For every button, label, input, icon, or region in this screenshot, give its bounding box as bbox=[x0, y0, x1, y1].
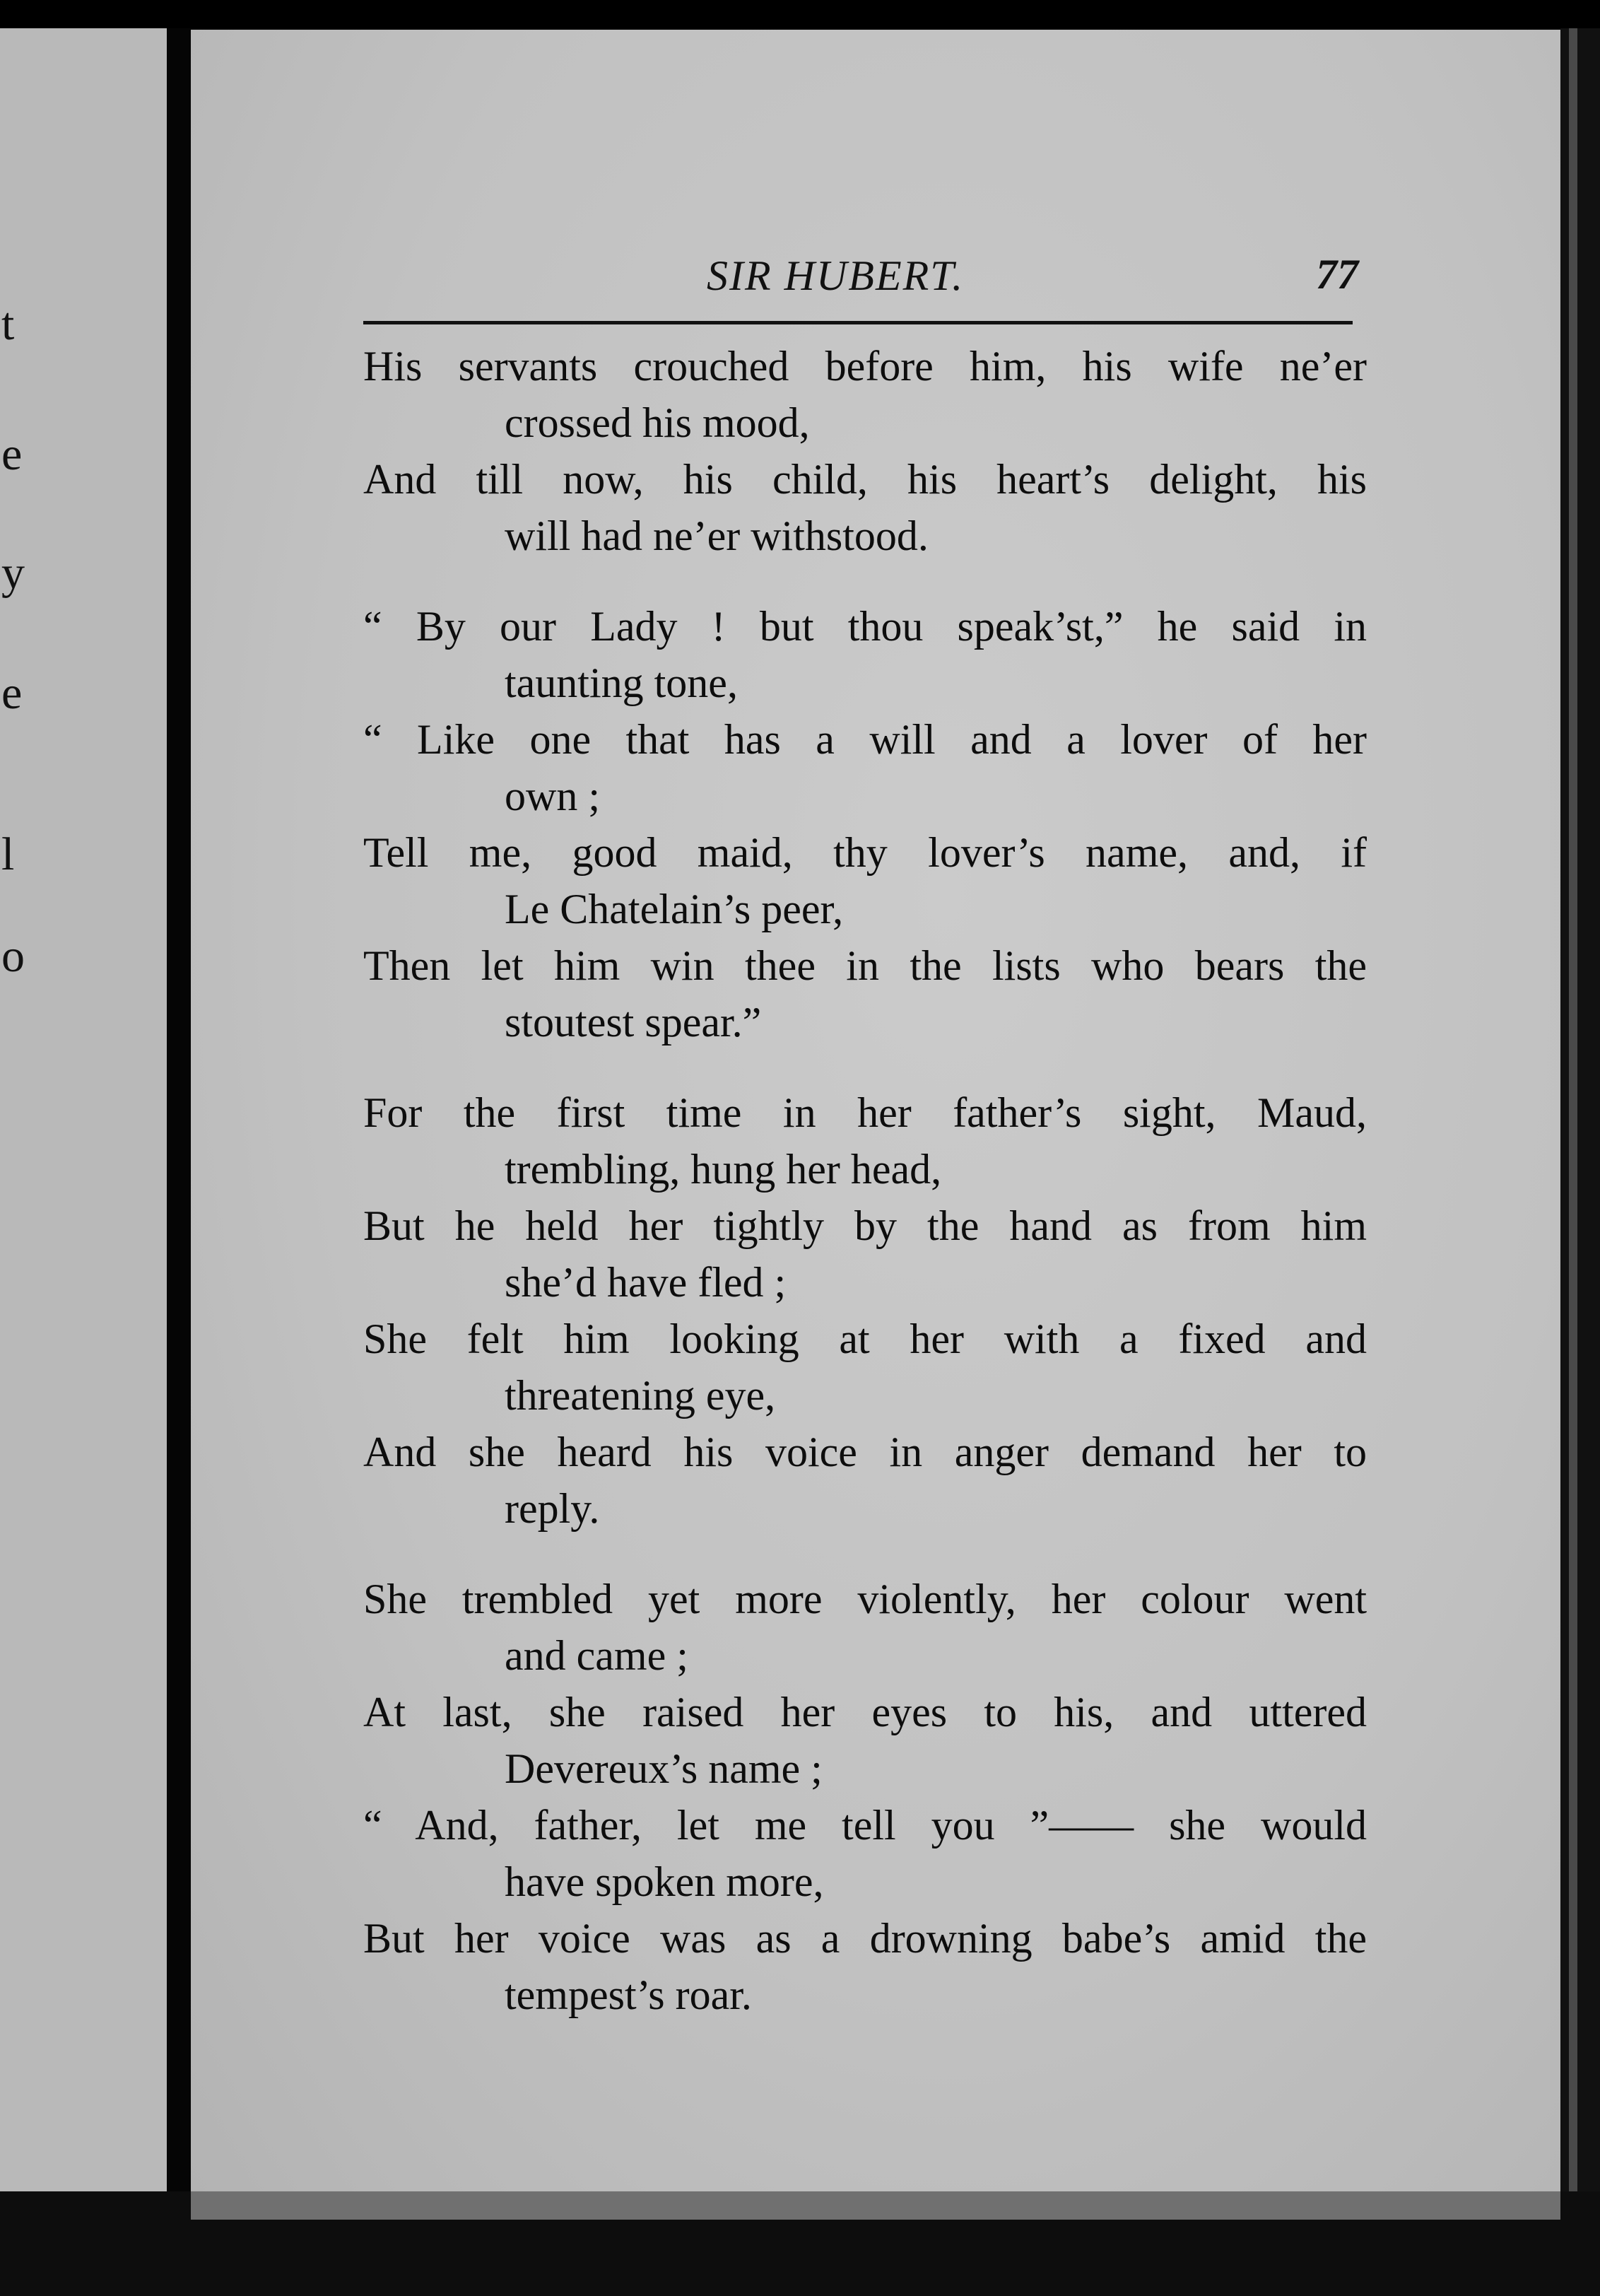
facing-page bbox=[0, 28, 185, 2198]
verse-line: “ Like one that has a will and a lover of her bbox=[363, 716, 1367, 763]
verse-line: She felt him looking at her with a fixed and bbox=[363, 1316, 1367, 1362]
verse-line: And till now, his child, his heart’s delight, his bbox=[363, 456, 1367, 503]
verse-line: For the first time in her father’s sight, Maud, bbox=[363, 1089, 1367, 1136]
stanza bbox=[363, 598, 1367, 1050]
facing-page-fragment: y bbox=[1, 547, 25, 599]
page-edge bbox=[1560, 28, 1600, 2296]
facing-page-fragment: e bbox=[1, 667, 23, 719]
verse-continuation: stoutest spear.” bbox=[505, 999, 762, 1046]
facing-page-fragment: l bbox=[1, 828, 15, 880]
verse-continuation: crossed his mood, bbox=[505, 399, 810, 446]
verse-continuation: threatening eye, bbox=[505, 1372, 776, 1419]
poem-text bbox=[363, 338, 1367, 2057]
book-gutter bbox=[167, 28, 191, 2241]
stanza bbox=[363, 1571, 1367, 2023]
verse-continuation: reply. bbox=[505, 1485, 600, 1532]
verse-line: And she heard his voice in anger demand her to bbox=[363, 1429, 1367, 1475]
verse-continuation: taunting tone, bbox=[505, 660, 738, 706]
verse-continuation: and came ; bbox=[505, 1632, 688, 1679]
facing-page-fragment: t bbox=[1, 298, 15, 350]
verse-continuation: she’d have fled ; bbox=[505, 1259, 787, 1306]
verse-continuation: Devereux’s name ; bbox=[505, 1745, 823, 1792]
verse-continuation: Le Chatelain’s peer, bbox=[505, 886, 844, 932]
verse-continuation: trembling, hung her head, bbox=[505, 1146, 942, 1193]
verse-line: She trembled yet more violently, her colour went bbox=[363, 1576, 1367, 1622]
stanza bbox=[363, 1084, 1367, 1537]
verse-continuation: will had ne’er withstood. bbox=[505, 512, 929, 559]
verse-continuation: own ; bbox=[505, 773, 600, 819]
verse-line: But he held her tightly by the hand as from him bbox=[363, 1202, 1367, 1249]
verse-line: Then let him win thee in the lists who bears the bbox=[363, 942, 1367, 989]
bottom-margin bbox=[0, 2191, 1600, 2296]
stanza bbox=[363, 338, 1367, 564]
verse-line: At last, she raised her eyes to his, and uttered bbox=[363, 1689, 1367, 1735]
verse-line: Tell me, good maid, thy lover’s name, and, if bbox=[363, 829, 1367, 876]
running-title: SIR HUBERT. bbox=[707, 252, 965, 299]
verse-continuation: have spoken more, bbox=[505, 1858, 824, 1905]
page-number: 77 bbox=[1316, 251, 1358, 298]
verse-line: But her voice was as a drowning babe’s amid the bbox=[363, 1915, 1367, 1962]
header-rule bbox=[363, 321, 1353, 324]
verse-line: “ By our Lady ! but thou speak’st,” he said in bbox=[363, 603, 1367, 650]
facing-page-fragment: o bbox=[1, 930, 25, 982]
verse-line: His servants crouched before him, his wife ne’er bbox=[363, 343, 1367, 390]
verse-continuation: tempest’s roar. bbox=[505, 1972, 752, 2018]
verse-line: “ And, father, let me tell you ”—— she would bbox=[363, 1802, 1367, 1849]
facing-page-fragment: e bbox=[1, 428, 23, 480]
